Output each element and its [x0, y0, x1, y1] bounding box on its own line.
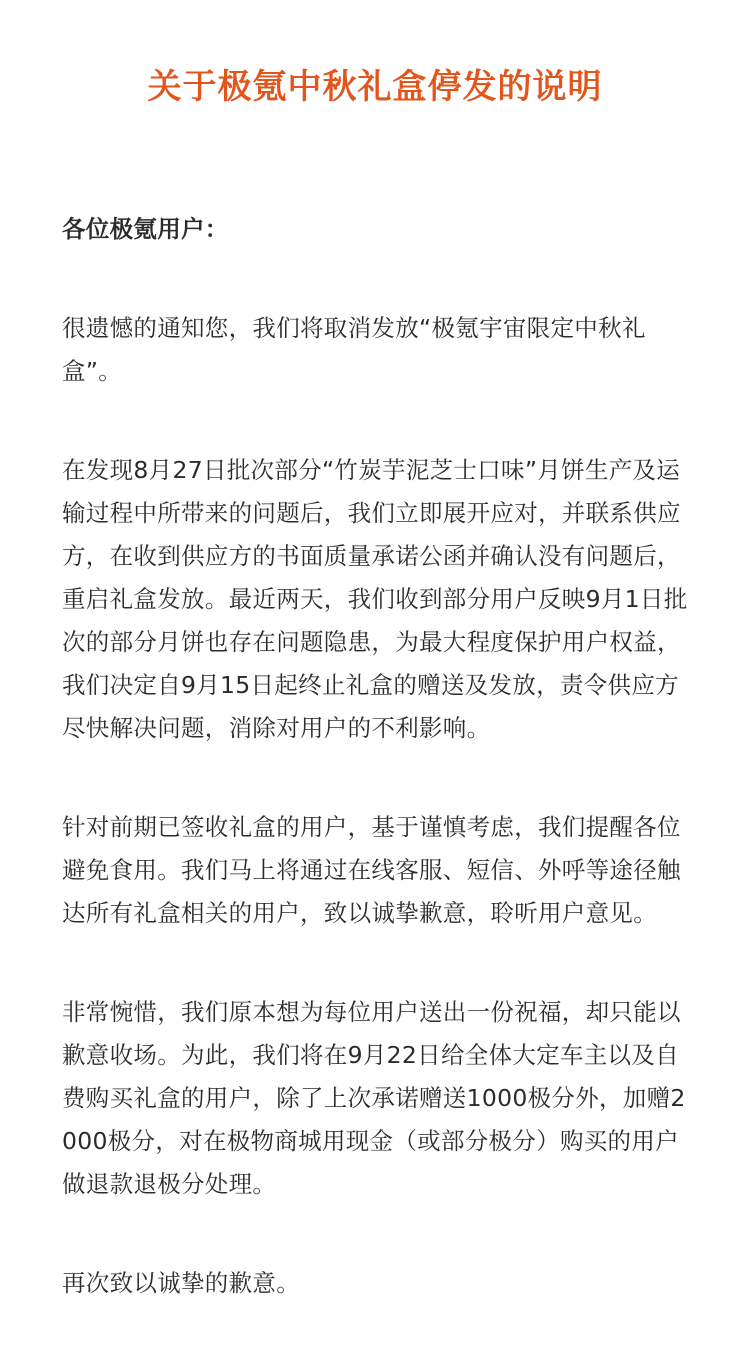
- paragraph-spacer: [62, 750, 692, 806]
- paragraph-spacer: [62, 251, 692, 307]
- paragraph-spacer: [62, 393, 692, 449]
- paragraph-apology: 再次致以诚挚的歉意。: [62, 1269, 300, 1297]
- page-title: 关于极氪中秋礼盒停发的说明: [147, 67, 603, 107]
- paragraph-compensation: 非常惋惜，我们原本想为每位用户送出一份祝福，却只能以歉意收场。为此，我们将在9月22日给全体大定车主以及自费购买礼盒的用户，除了上次承诺赠送1000极分外，加赠2000极分，对在极物商城用现金（或部分极分）购买的用户做退款退极分处理。: [62, 998, 686, 1198]
- paragraph-spacer: [62, 1206, 692, 1262]
- paragraph-user-reminder: 针对前期已签收礼盒的用户，基于谨慎考虑，我们提醒各位避免食用。我们马上将通过在线客服、短信、外呼等途径触达所有礼盒相关的用户，致以诚挚歉意，聆听用户意见。: [62, 813, 681, 927]
- paragraph-spacer: [62, 935, 692, 991]
- paragraph-notice: 很遗憾的通知您，我们将取消发放“极氪宇宙限定中秋礼盒”。: [62, 314, 646, 385]
- greeting: 各位极氪用户：: [62, 215, 229, 243]
- announcement-body: [62, 208, 692, 1305]
- paragraph-issue-details: 在发现8月27日批次部分“竹炭芋泥芝士口味”月饼生产及运输过程中所带来的问题后，我们立即展开应对，并联系供应方，在收到供应方的书面质量承诺公函并确认没有问题后，重启礼盒发放。最近两天，我们收到部分用户反映9月1日批次的部分月饼也存在问题隐患，为最大程度保护用户权益，我们决定自9月15日起终止礼盒的赠送及发放，责令供应方尽快解决问题，消除对用户的不利影响。: [62, 456, 688, 742]
